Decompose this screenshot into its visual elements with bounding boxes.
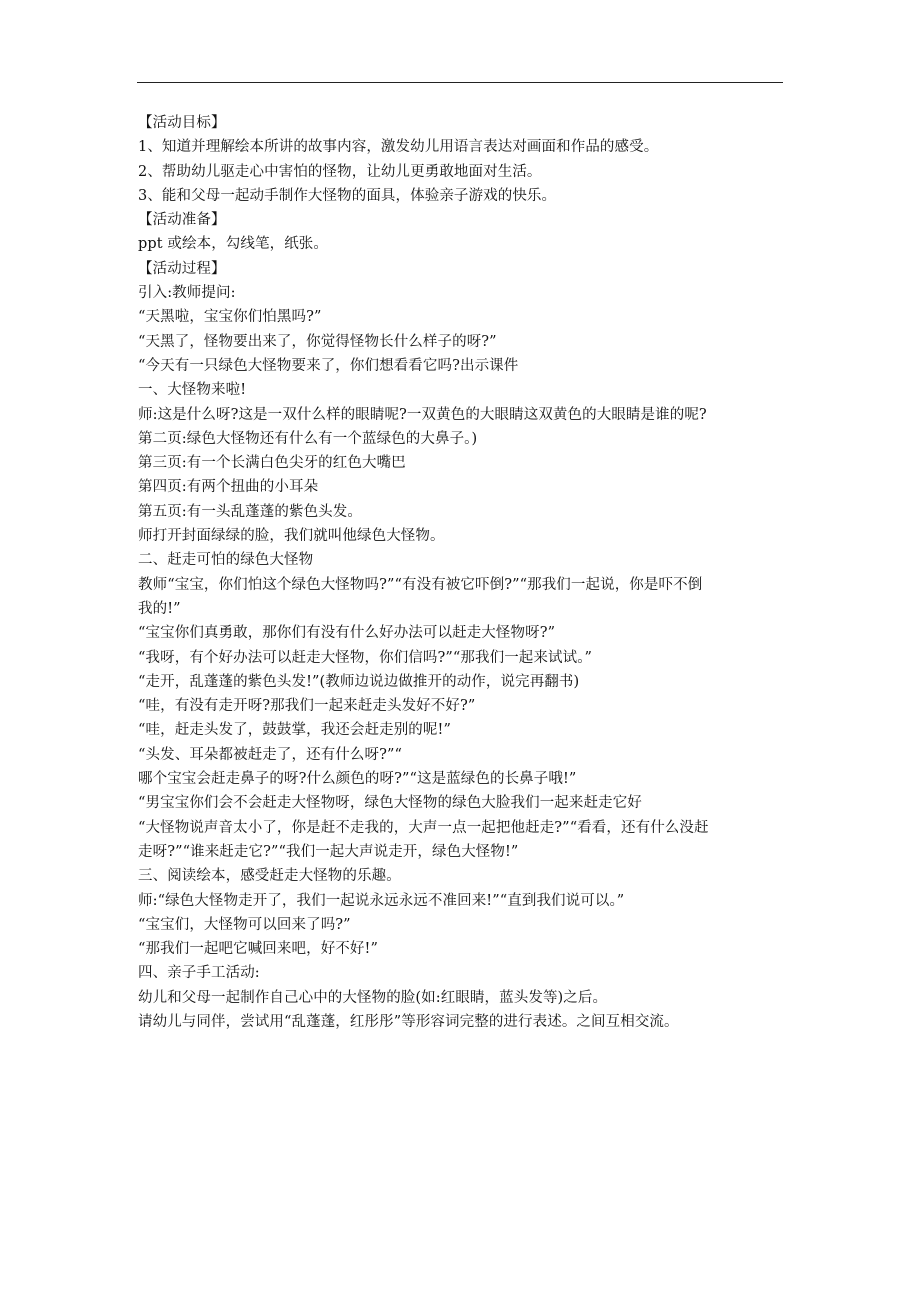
step-heading: 三、阅读绘本，感受赶走大怪物的乐趣。 (138, 868, 401, 885)
text-line: 教师“宝宝，你们怕这个绿色大怪物吗?”“有没有被它吓倒?”“那我们一起说，你是吓不倒 (138, 576, 703, 593)
text-line: 师:这是什么呀?这是一双什么样的眼睛呢?一双黄色的大眼睛这双黄色的大眼睛是谁的呢? (138, 406, 707, 423)
text-line: “哇，赶走头发了，鼓鼓掌，我还会赶走别的呢!” (138, 722, 451, 739)
goal-item: 3、能和父母一起动手制作大怪物的面具，体验亲子游戏的快乐。 (138, 187, 557, 204)
text-line: “天黑啦，宝宝你们怕黑吗?” (138, 309, 322, 326)
text-line: 第四页:有两个扭曲的小耳朵 (138, 479, 319, 496)
section-heading-preparation: 【活动准备】 (138, 212, 226, 229)
text-line: 请幼儿与同伴，尝试用“乱蓬蓬，红彤彤”等形容词完整的进行表述。之间互相交流。 (138, 1013, 679, 1030)
text-line: 我的!” (138, 600, 181, 617)
text-line: 第二页:绿色大怪物还有什么有一个蓝绿色的大鼻子。) (138, 430, 478, 447)
section-heading-goals: 【活动目标】 (138, 115, 226, 131)
preparation-text: ppt 或绘本，勾线笔，纸张。 (138, 236, 328, 253)
text-line: 幼儿和父母一起制作自己心中的大怪物的脸(如:红眼睛，蓝头发等)之后。 (138, 989, 608, 1006)
text-line: “哇，有没有走开呀?那我们一起来赶走头发好不好?” (138, 698, 476, 715)
step-heading: 四、亲子手工活动: (138, 965, 260, 982)
text-line: “那我们一起吧它喊回来吧，好不好!” (138, 941, 378, 958)
text-line: 师:“绿色大怪物走开了，我们一起说永远永远不准回来!”“直到我们说可以。” (138, 892, 625, 909)
step-heading: 一、大怪物来啦! (138, 382, 247, 399)
goal-item: 2、帮助幼儿驱走心中害怕的怪物，让幼儿更勇敢地面对生活。 (138, 163, 542, 180)
text-line: “走开，乱蓬蓬的紫色头发!”(教师边说边做推开的动作，说完再翻书) (138, 673, 580, 690)
text-line: 走呀?”“谁来赶走它?”“我们一起大声说走开，绿色大怪物!” (138, 843, 519, 860)
text-line: 师打开封面绿绿的脸，我们就叫他绿色大怪物。 (138, 528, 445, 545)
goal-item: 1、知道并理解绘本所讲的故事内容，激发幼儿用语言表达对画面和作品的感受。 (138, 139, 659, 156)
text-line: “我呀，有个好办法可以赶走大怪物，你们信吗?”“那我们一起来试试。” (138, 649, 593, 666)
step-heading: 二、赶走可怕的绿色大怪物 (138, 552, 314, 569)
text-line: 引入:教师提问: (138, 285, 236, 302)
document-body (138, 111, 786, 1034)
text-line: “天黑了，怪物要出来了，你觉得怪物长什么样子的呀?” (138, 333, 497, 350)
text-line: “宝宝们，大怪物可以回来了吗?” (138, 916, 351, 933)
text-line: “男宝宝你们会不会赶走大怪物呀，绿色大怪物的绿色大脸我们一起来赶走它好 (138, 795, 642, 812)
text-line: “宝宝你们真勇敢，那你们有没有什么好办法可以赶走大怪物呀?” (138, 625, 556, 642)
section-heading-process: 【活动过程】 (138, 260, 226, 277)
text-line: “头发、耳朵都被赶走了，还有什么呀?”“ (138, 746, 403, 763)
header-rule (137, 82, 783, 83)
text-line: 第五页:有一头乱蓬蓬的紫色头发。 (138, 503, 362, 520)
text-line: 第三页:有一个长满白色尖牙的红色大嘴巴 (138, 455, 406, 472)
text-line: “大怪物说声音太小了，你是赶不走我的，大声一点一起把他赶走?”“看看，还有什么没赶 (138, 819, 709, 836)
text-line: “今天有一只绿色大怪物要来了，你们想看看它吗?出示课件 (138, 357, 519, 374)
text-line: 哪个宝宝会赶走鼻子的呀?什么颜色的呀?”“这是蓝绿色的长鼻子哦!” (138, 771, 577, 788)
